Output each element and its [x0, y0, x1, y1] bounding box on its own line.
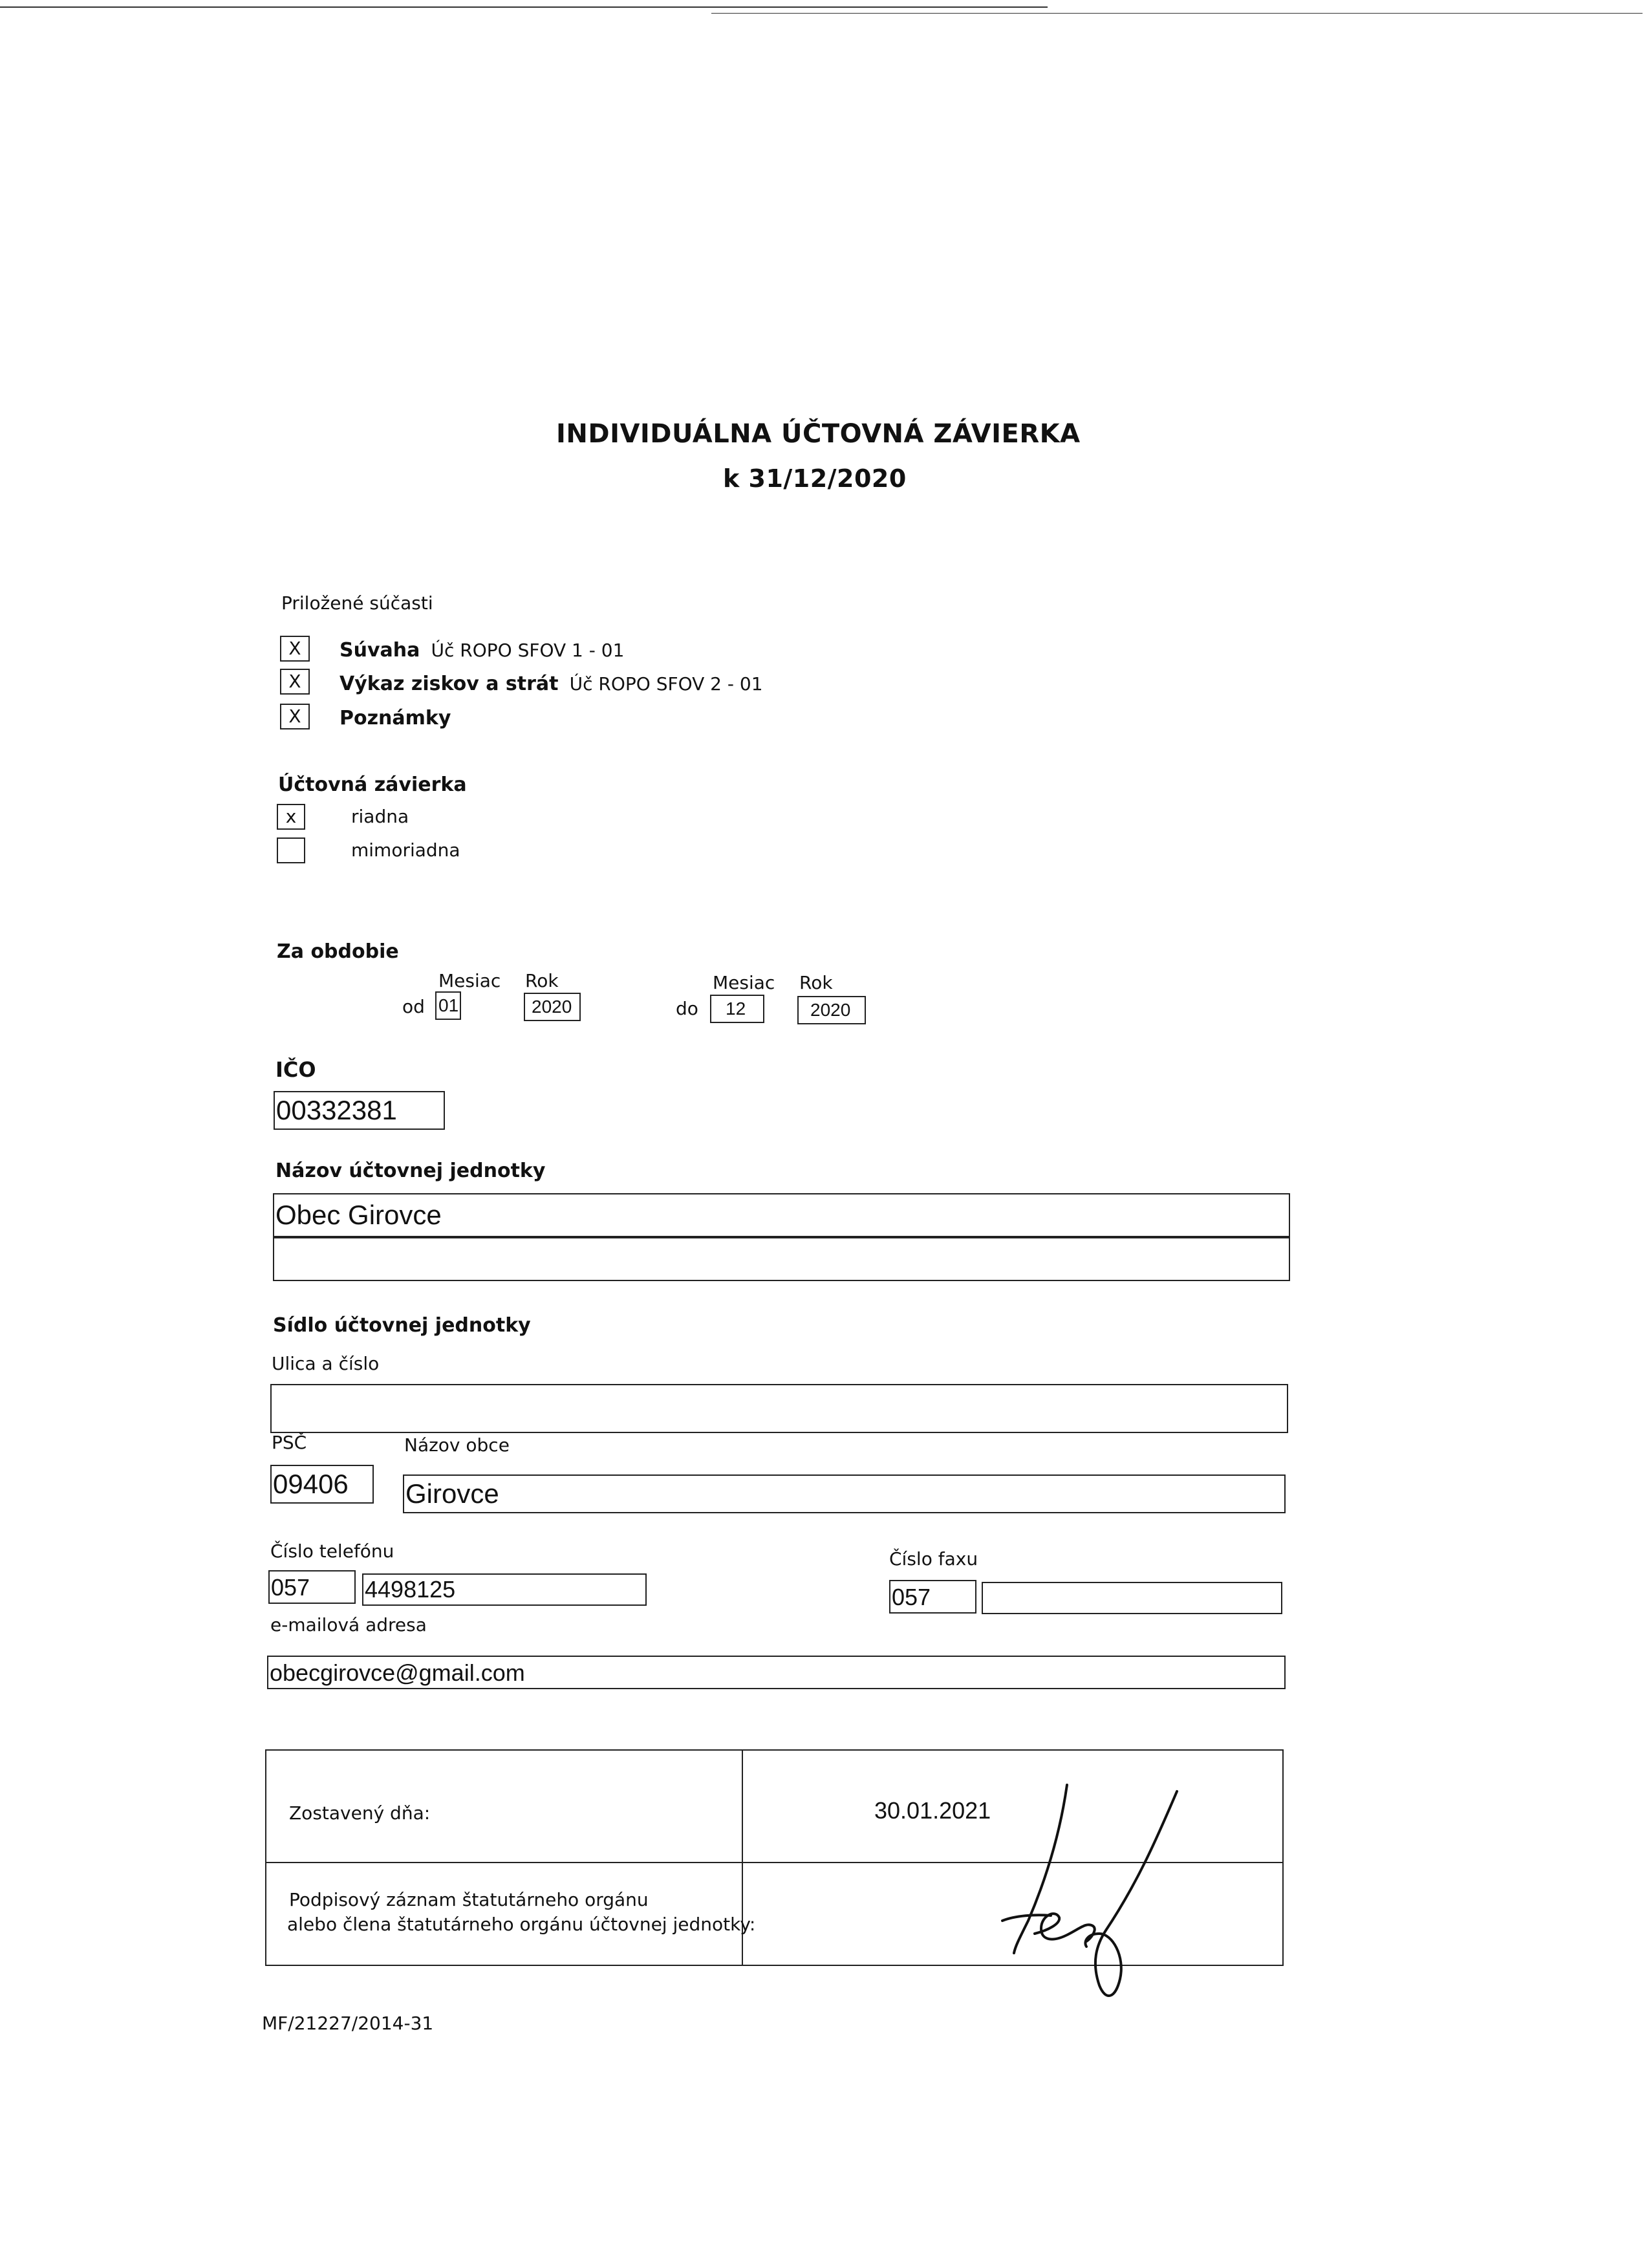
component-name: Súvaha	[339, 639, 420, 662]
period-from-year-input[interactable]	[524, 993, 581, 1021]
period-from-month-input[interactable]	[435, 991, 461, 1020]
closing-type-mimoriadna-checkbox[interactable]	[277, 837, 305, 863]
component-row-vykaz	[339, 673, 763, 695]
signature-label-line2: alebo člena štatutárneho orgánu účtovnej jednotky:	[287, 1914, 756, 1935]
component-checkbox-vykaz[interactable]: X	[280, 669, 310, 695]
handwritten-signature	[976, 1772, 1235, 2031]
component-checkbox-poznamky[interactable]: X	[280, 704, 310, 729]
ico-label: IČO	[275, 1057, 316, 1082]
closing-type-riadna-checkbox[interactable]: x	[277, 804, 305, 830]
footer-form-code: MF/21227/2014-31	[262, 2013, 434, 2034]
street-input[interactable]	[270, 1384, 1288, 1433]
document-date: k 31/12/2020	[723, 464, 907, 493]
component-name: Výkaz ziskov a strát	[339, 673, 559, 695]
period-heading: Za obdobie	[277, 940, 399, 963]
component-code: Úč ROPO SFOV 2 - 01	[569, 673, 763, 695]
component-row-poznamky	[339, 707, 451, 729]
ico-value: 00332381	[276, 1095, 397, 1125]
period-from-year-label: Rok	[525, 970, 559, 991]
compiled-date-value: 30.01.2021	[874, 1797, 991, 1824]
entity-name-input-line2[interactable]	[273, 1237, 1290, 1281]
email-input[interactable]	[267, 1656, 1286, 1689]
period-from-label: od	[402, 996, 425, 1017]
period-to-label: do	[676, 998, 698, 1019]
period-to-month-input[interactable]	[710, 995, 764, 1023]
city-value: Girovce	[405, 1478, 499, 1509]
scan-artifact-line	[711, 13, 1643, 14]
fax-prefix-input[interactable]	[889, 1580, 976, 1614]
email-value: obecgirovce@gmail.com	[270, 1659, 525, 1686]
period-to-month-label: Mesiac	[713, 972, 775, 993]
city-label: Názov obce	[404, 1434, 510, 1456]
period-to-year-label: Rok	[799, 972, 833, 993]
component-code: Úč ROPO SFOV 1 - 01	[431, 640, 625, 661]
component-row-suvaha	[339, 639, 624, 662]
psc-label: PSČ	[272, 1432, 307, 1453]
entity-name-input-line1[interactable]	[273, 1193, 1290, 1237]
period-from-year-value: 2020	[532, 997, 572, 1017]
component-checkbox-suvaha[interactable]: X	[280, 636, 310, 662]
fax-prefix-value: 057	[892, 1584, 931, 1610]
fax-label: Číslo faxu	[889, 1548, 978, 1570]
city-input[interactable]	[403, 1474, 1286, 1513]
closing-type-mimoriadna-label: mimoriadna	[351, 839, 460, 861]
phone-number-value: 4498125	[365, 1576, 456, 1603]
psc-input[interactable]	[270, 1465, 374, 1504]
fax-number-input[interactable]	[982, 1582, 1282, 1614]
seat-heading: Sídlo účtovnej jednotky	[273, 1314, 531, 1337]
closing-type-heading: Účtovná závierka	[278, 773, 467, 796]
phone-label: Číslo telefónu	[270, 1540, 394, 1562]
period-from-month-value: 01	[438, 995, 459, 1015]
email-label: e-mailová adresa	[270, 1614, 427, 1636]
period-to-year-value: 2020	[810, 1000, 851, 1020]
street-label: Ulica a číslo	[272, 1353, 380, 1374]
psc-value: 09406	[273, 1469, 349, 1499]
period-from-month-label: Mesiac	[438, 970, 501, 991]
scan-artifact-line	[0, 6, 1048, 8]
component-name: Poznámky	[339, 707, 451, 729]
phone-prefix-input[interactable]	[268, 1570, 356, 1604]
document-title: INDIVIDUÁLNA ÚČTOVNÁ ZÁVIERKA	[556, 419, 1081, 449]
entity-name-label: Názov účtovnej jednotky	[275, 1160, 546, 1182]
phone-number-input[interactable]	[362, 1573, 647, 1606]
components-label: Priložené súčasti	[281, 592, 433, 614]
period-to-month-value: 12	[726, 999, 746, 1019]
period-to-year-input[interactable]	[797, 996, 866, 1024]
signature-label-line1: Podpisový záznam štatutárneho orgánu	[289, 1889, 649, 1910]
phone-prefix-value: 057	[271, 1574, 310, 1601]
closing-type-riadna-label: riadna	[351, 806, 409, 827]
ico-input[interactable]	[274, 1091, 445, 1130]
compiled-date-label: Zostavený dňa:	[289, 1802, 431, 1824]
entity-name-value: Obec Girovce	[275, 1200, 442, 1230]
